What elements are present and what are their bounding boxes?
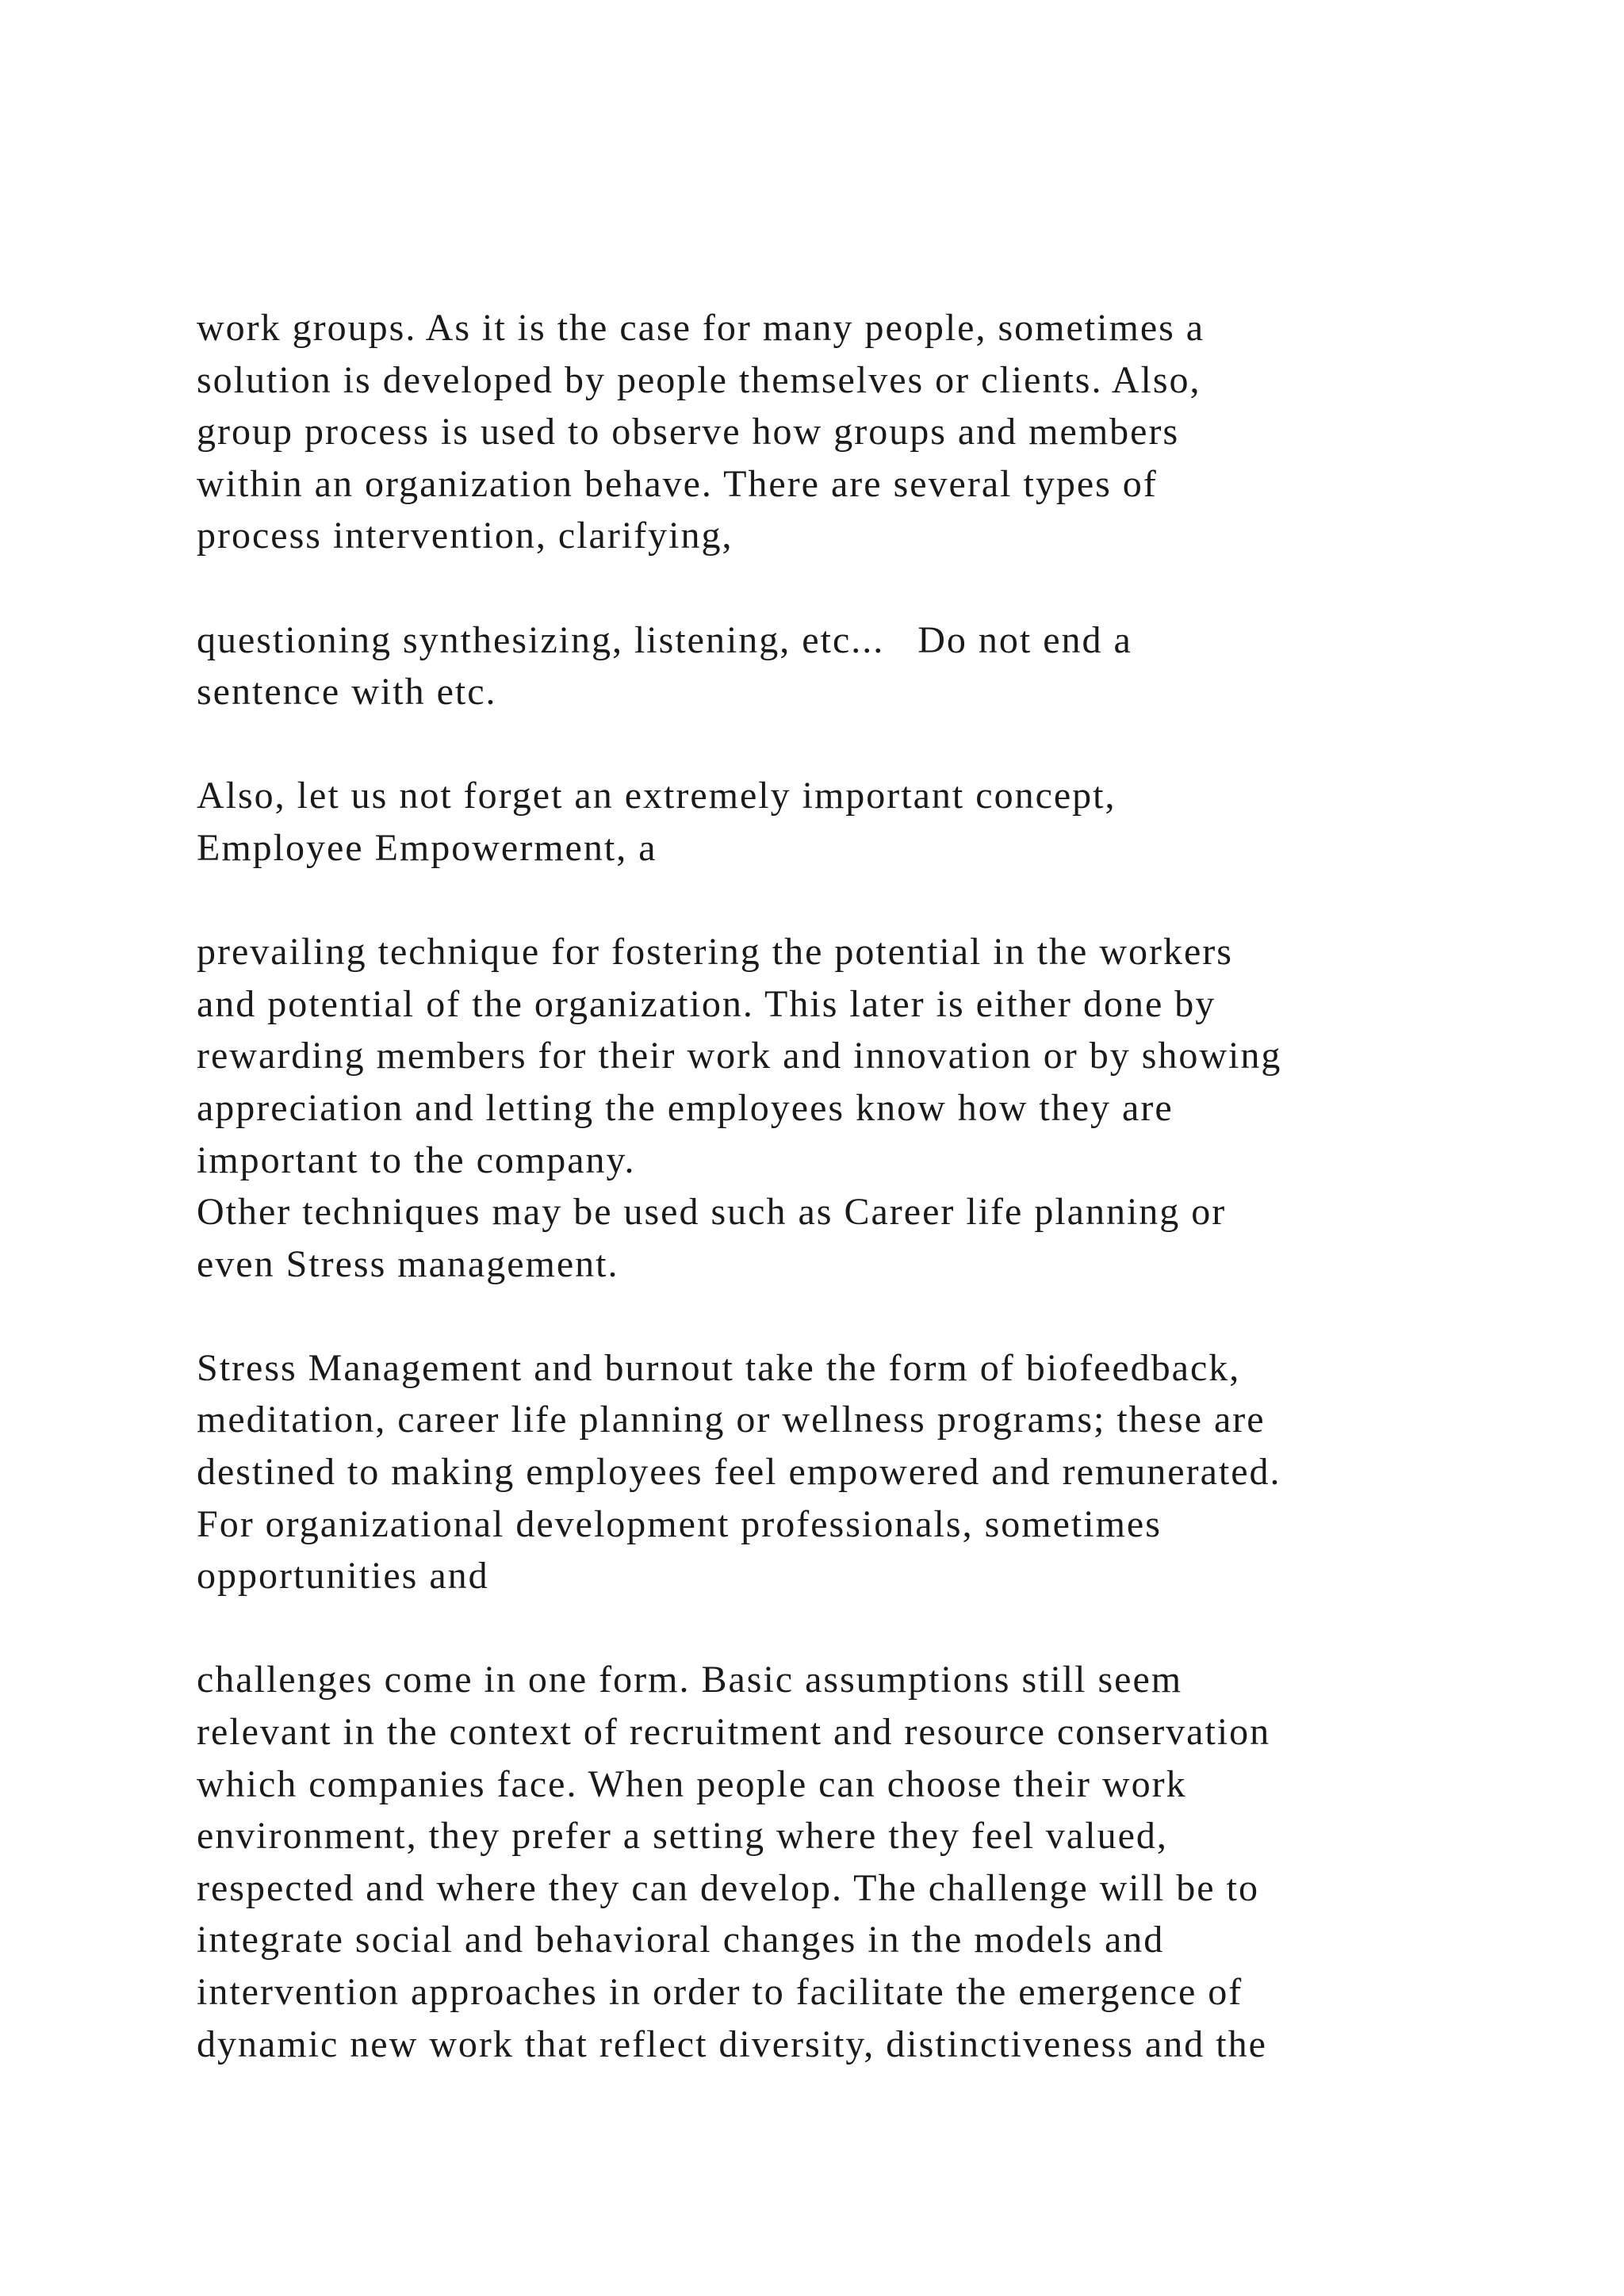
text-line: prevailing technique for fostering the potential in the workers xyxy=(197,931,1233,974)
text-line: integrate social and behavioral changes in the models and xyxy=(197,1919,1165,1961)
text-line: Other techniques may be used such as Career life planning or xyxy=(197,1191,1227,1234)
text-line: and potential of the organization. This later is either done by xyxy=(197,982,1216,1025)
text-line: intervention approaches in order to facilitate the emergence of xyxy=(197,1971,1243,2013)
text-line: Stress Management and burnout take the form of biofeedback, xyxy=(197,1346,1241,1389)
text-line: meditation, career life planning or wellness programs; these are xyxy=(197,1399,1266,1441)
text-line: challenges come in one form. Basic assumptions still seem xyxy=(197,1659,1183,1701)
text-line: Employee Empowerment, a xyxy=(197,826,657,869)
text-line: work groups. As it is the case for many people, sometimes a xyxy=(197,307,1205,349)
text-line: process intervention, clarifying, xyxy=(197,515,733,557)
text-line: opportunities and xyxy=(197,1555,489,1598)
text-line: For organizational development professionals, sometimes xyxy=(197,1502,1162,1545)
paragraph-gap xyxy=(197,874,1545,927)
paragraph-gap xyxy=(197,1290,1545,1342)
paragraph-gap xyxy=(197,1602,1545,1655)
text-line: even Stress management. xyxy=(197,1242,619,1285)
text-line: destined to making employees feel empowered and remunerated. xyxy=(197,1451,1281,1494)
document-body xyxy=(197,302,1545,2070)
text-line: solution is developed by people themselves or clients. Also, xyxy=(197,358,1201,401)
text-line: group process is used to observe how groups and members xyxy=(197,411,1180,453)
text-line: appreciation and letting the employees know how they are xyxy=(197,1086,1174,1129)
text-line: respected and where they can develop. The challenge will be to xyxy=(197,1866,1259,1909)
text-line: sentence with etc. xyxy=(197,671,497,714)
paragraph-gap xyxy=(197,562,1545,614)
text-line: questioning synthesizing, listening, etc... Do not end a xyxy=(197,618,1132,661)
text-line: which companies face. When people can choose their work xyxy=(197,1762,1187,1805)
text-line: dynamic new work that reflect diversity, distinctiveness and the xyxy=(197,2022,1267,2065)
text-line: important to the company. xyxy=(197,1138,636,1181)
paragraph-gap xyxy=(197,718,1545,771)
text-line: relevant in the context of recruitment and resource conservation xyxy=(197,1711,1271,1754)
text-line: rewarding members for their work and innovation or by showing xyxy=(197,1035,1282,1077)
text-line: environment, they prefer a setting where they feel valued, xyxy=(197,1815,1168,1858)
text-line: Also, let us not forget an extremely important concept, xyxy=(197,775,1116,817)
text-line: within an organization behave. There are several types of xyxy=(197,462,1158,505)
